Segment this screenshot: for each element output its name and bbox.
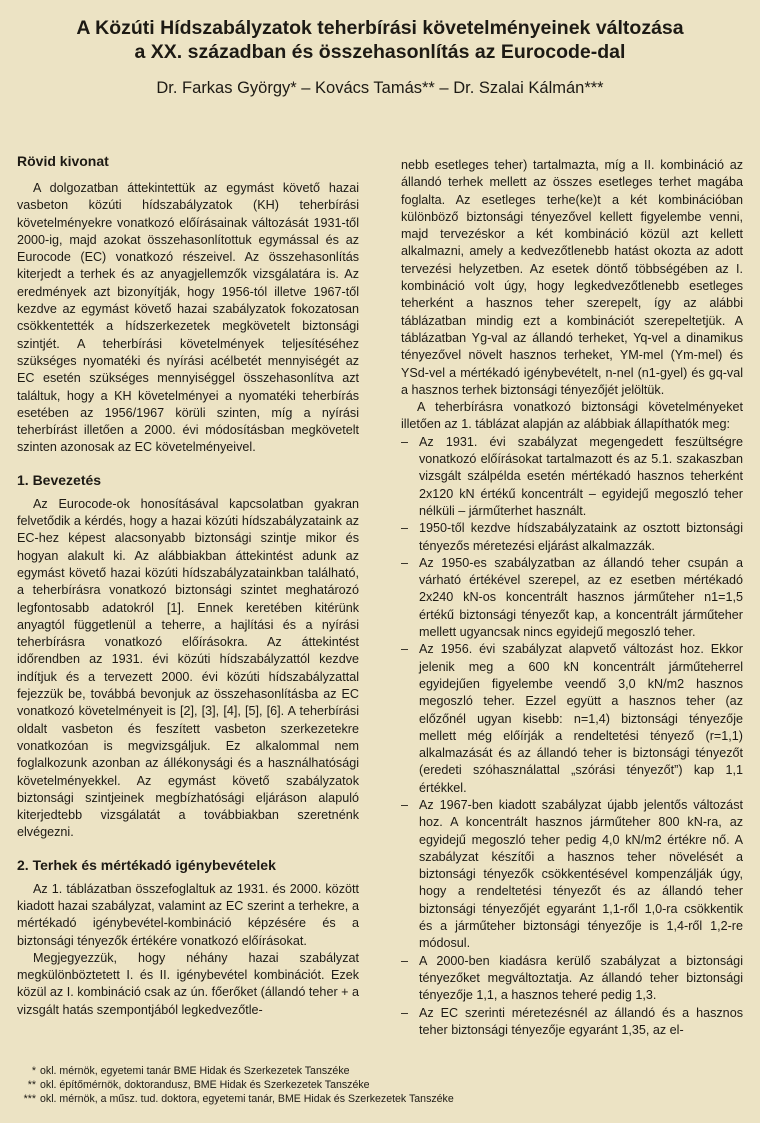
list-item: – Az EC szerinti méretezésnél az állandó és a hasznos teher biztonsági tényezője egyaránt 1,35, az el-	[401, 1005, 743, 1040]
abstract-text: A dolgozatban áttekintettük az egymást követő hazai vasbeton közúti hídszabályzatok (KH) teherbírási követelményekre vonatkozó előírásainak változását 1931-től 2000-ig, majd azokat összehasonlítottuk egymással és az Eurocode (EC) vonatkozó részeivel. Az összehasonlítás kiterjedt a terhek és az anyagjellemzők vizsgálatára is. Az eredmények azt bizonyítják, hogy 1956-tól illetve 1967-től kezdve az egymást követő hazai szabályzatok fokozatosan csökkentették a hídszerkezetek megkövetelt biztonsági szintjét. A teherbírási követelmények teljesítéséhez szükséges nyomatéki és nyírási acélbetét mennyiségét az EC esetén szükséges mennyiséggel összehasonlítva azt találtuk, hogy a KH követelményei a nyomatéki teherbírás esetében az 1956/1967 körüli szinten, míg a nyírási teherbírást illetően a 2000. évi módosításban megkövetelt szinten azonosak az EC követelményeivel.	[17, 181, 359, 455]
title-line-2: a XX. században és összehasonlítás az Eurocode-dal	[134, 41, 626, 63]
footnote	[14, 1092, 734, 1106]
list-item: – Az 1950-es szabályzatban az állandó teher csupán a várható értékével szerepel, az ez esetben mértékadó 2x240 kN-os koncentrált hasznos járműteher n1=1,5 értékű biztonsági tényezőt kap, a koncentrált járműteher mellett ugyancsak nincs egyidejű megoszló teher.	[401, 555, 743, 641]
article-title	[20, 16, 740, 64]
footnote	[14, 1064, 734, 1078]
abstract-heading: Rövid kivonat	[17, 153, 109, 169]
footnote-text: okl. építőmérnök, doktorandusz, BME Hidak és Szerkezetek Tanszéke	[40, 1079, 370, 1092]
list-item: – 1950-től kezdve hídszabályzataink az osztott biztonsági tényezős méretezési eljárást alkalmazzák.	[401, 520, 743, 555]
footnote-mark: *	[31, 1065, 36, 1077]
title-line-1: A Közúti Hídszabályzatok teherbírási követelményeinek változása	[76, 17, 684, 39]
section-1-heading: 1. Bevezetés	[17, 471, 102, 488]
right-column	[401, 157, 743, 1039]
list-item: – A 2000-ben kiadásra kerülő szabályzat a biztonsági tényezőket megváltoztatja. Az állandó teher biztonsági tényezője 1,1, a hasznos teheré pedig 1,3.	[401, 953, 743, 1005]
footnotes	[14, 1064, 734, 1107]
requirements-list	[401, 434, 743, 1039]
footnote-text: okl. mérnök, egyetemi tanár BME Hidak és Szerkezetek Tanszéke	[40, 1065, 350, 1077]
footnote	[14, 1078, 734, 1092]
footnote-mark: ***	[23, 1093, 36, 1106]
list-item: – Az 1967-ben kiadott szabályzat újabb jelentős változást hoz. A koncentrált hasznos járműteher 800 kN-ra, az egyidejű megoszló teher pedig 4,0 kN/m2 értékre nő. A szabályzat készítői a hasznos teher növelését a biztonsági tényezők csökkentésével kompenzálják úgy, hogy a rendeltetési tényezőt és az állandó teher biztonsági tényezőjét egyaránt 1,1-ről 1,0-ra csökkentik és a járműteher biztonsági tényezője is 1,4-ről 1,2-re módosul.	[401, 797, 743, 953]
section-2-paragraph-1: Az 1. táblázatban összefoglaltuk az 1931. és 2000. között kiadott hazai szabályzat, valamint az EC szerint a terhekre, a mértékadó igénybevétel-kombináció képzésére és a biztonsági tényezők értékére vonatkozó előírásokat.	[17, 881, 359, 948]
footnote-text: okl. mérnök, a műsz. tud. doktora, egyetemi tanár, BME Hidak és Szerkezetek Tanszéke	[40, 1093, 454, 1106]
author-line: Dr. Farkas György* – Kovács Tamás** – Dr. Szalai Kálmán***	[156, 79, 604, 97]
section-1-text: Az Eurocode-ok honosításával kapcsolatban gyakran felvetődik a kérdés, hogy a hazai közúti hídszabályzataink az EC-hez képest alacsonyabb biztonsági szintje mikor és hogyan alakult ki. Az alábbiakban áttekintést adunk az egymást követő hazai közúti hídszabályzatainkban található, a teherbírásra vonatkozó biztonsági szintet meghatározó legfontosabb adatokról [1]. Ennek keretében kitérünk anyagtól függetlenül a teherre, a hajlítási és a nyírási teherbírásra vonatkozó előírásokra. Az áttekintést időrendben az 1931. évi közúti hídszabályzattól kezdve indítjuk és a tervezett 2000. évi közúti hídszabályzattal fejezzük be, továbbá bevonjuk az összehasonlításba az EC vonatkozó követelményeit is [2], [3], [4], [5], [6]. A teherbírási oldalt vasbeton és feszített vasbeton szerkezetekre vonatkozóan is megvizsgáljuk. Ez alkalommal nem foglalkozunk azonban az állékonysági és a használhatósági követelményekkel. Az egymást követő szabályzatok biztonsági szintjeinek megbízhatósági eljáráson alapuló kiterjedtebb vizsgálatát a továbbiakban szeretnénk elvégezni.	[17, 496, 359, 840]
list-item: – Az 1956. évi szabályzat alapvető változást hoz. Ekkor jelenik meg a 600 kN koncentrált járműteherrel egyidejűen figyelembe veendő 3,0 kN/m2 hasznos megoszló teher. Ezzel együtt a hasznos teher (az előzőnél ugyan kisebb: n=1,4) biztonsági tényezője mellett még előírják a rendeltetési tényező (r=1,1) alkalmazását és az állandó teher is biztonsági tényezőt (eredeti szóhasználattal „szórási tényezőt”) kap 1,1 értékkel.	[401, 641, 743, 797]
section-2-heading: 2. Terhek és mértékadó igénybevételek	[17, 856, 276, 873]
section-2-paragraph-2-continued: nebb esetleges teher) tartalmazta, míg a II. kombináció az állandó terhek mellett az összes esetleges terhet magába foglalta. Az esetleges terhe(ke)t a két kombinációban különböző biztonsági tényezővel kellett figyelembe venni, majd tervezéskor a két kombináció közül azt kellett alkalmazni, amely a kedvezőtlenebb hatást okozta az adott tervezési helyzetben. Az esetek döntő többségében az I. kombináció volt úgy, hogy legkedvezőtlenebb esetleges teherként a hasznos teher szerepelt, így az alábbi táblázatban mindig ezt a kombinációt szerepeltetjük. A táblázatban Yg-val az állandó terheket, Yq-vel a dinamikus tényezővel növelt hasznos terheket, YM-mel (Ym-mel) és YSd-vel a mértékadó igénybevételt, n-nel (n1-gyel) és gq-val a hasznos terhek biztonsági tényezőjét jelöltük.	[401, 158, 743, 397]
section-2-paragraph-2: Megjegyezzük, hogy néhány hazai szabályzat megkülönböztetett I. és II. igénybevétel kombinációt. Ezek közül az I. kombináció csak az ún. főerőket (állandó teher + a vizsgált hatás szempontjából legkedvezőtle-	[17, 950, 359, 1017]
section-2-paragraph-3: A teherbírásra vonatkozó biztonsági követelményeket illetően az 1. táblázat alapján az alábbiak állapíthatók meg:	[401, 400, 743, 432]
list-item: – Az 1931. évi szabályzat megengedett feszültségre vonatkozó előírásokat tartalmazott és az 5.1. szakaszban vizsgált szálpélda esetén mértékadó hasznos teherként 2x120 kN értékű koncentrált – egyidejű megoszló teher nélküli – járműterhet használt.	[401, 434, 743, 520]
footnote-mark: **	[27, 1079, 36, 1092]
left-column	[17, 152, 359, 1019]
